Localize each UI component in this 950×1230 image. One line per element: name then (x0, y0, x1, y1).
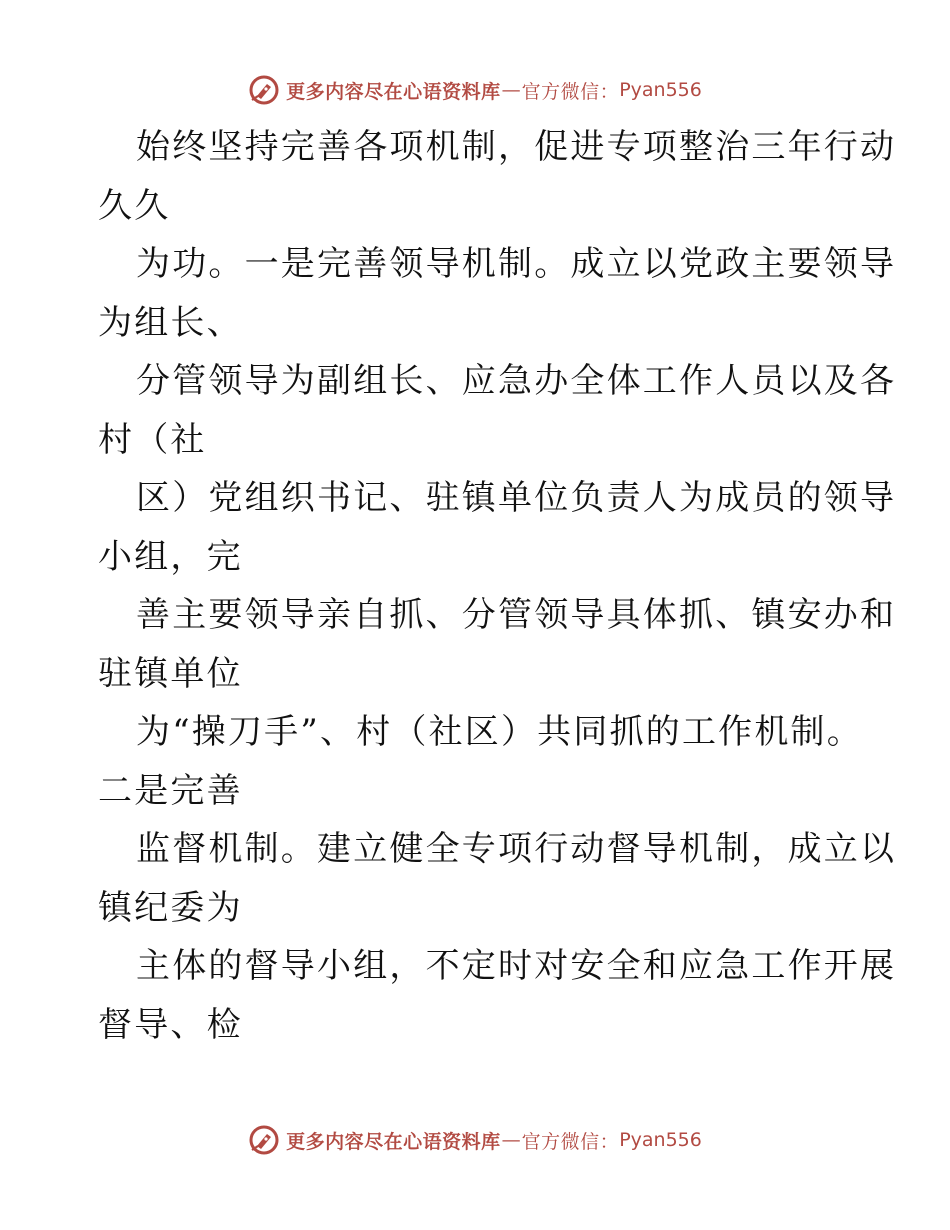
text-line: 始终坚持完善各项机制，促进专项整治三年行动 (136, 127, 897, 167)
banner-contact-id: Pyan556 (619, 79, 702, 101)
document-body (98, 118, 897, 1054)
text-line: 为“操刀手”、村（社区）共同抓的工作机制。 (136, 712, 863, 752)
text-line: 为组长、 (98, 302, 243, 343)
text-line: 督导、检 (98, 1004, 243, 1045)
text-line: 为功。一是完善领导机制。成立以党政主要领导 (136, 244, 897, 284)
banner-brand-text: 更多内容尽在心语资料库 (286, 80, 501, 103)
text-line: 监督机制。建立健全专项行动督导机制，成立以 (136, 829, 897, 869)
pen-nib-circle-icon (248, 1124, 280, 1156)
banner-contact-label: 官方微信： (521, 1130, 620, 1153)
text-line: 村（社 (98, 419, 207, 460)
text-line: 区）党组织书记、驻镇单位负责人为成员的领导 (136, 478, 897, 518)
header-banner (0, 70, 950, 110)
text-line: 二是完善 (98, 770, 243, 811)
banner-contact-label: 官方微信： (521, 80, 620, 103)
text-line: 驻镇单位 (98, 653, 243, 694)
text-line: 镇纪委为 (98, 887, 243, 928)
text-line: 主体的督导小组，不定时对安全和应急工作开展 (136, 946, 897, 986)
text-line: 善主要领导亲自抓、分管领导具体抓、镇安办和 (136, 595, 897, 635)
footer-banner (0, 1120, 950, 1160)
text-line: 分管领导为副组长、应急办全体工作人员以及各 (136, 361, 897, 401)
banner-contact-id: Pyan556 (619, 1129, 702, 1151)
text-line: 小组，完 (98, 536, 243, 577)
text-line: 久久 (98, 185, 171, 226)
banner-separator: — (501, 79, 521, 101)
pen-nib-circle-icon (248, 74, 280, 106)
banner-separator: — (501, 1129, 521, 1151)
banner-brand-text: 更多内容尽在心语资料库 (286, 1130, 501, 1153)
